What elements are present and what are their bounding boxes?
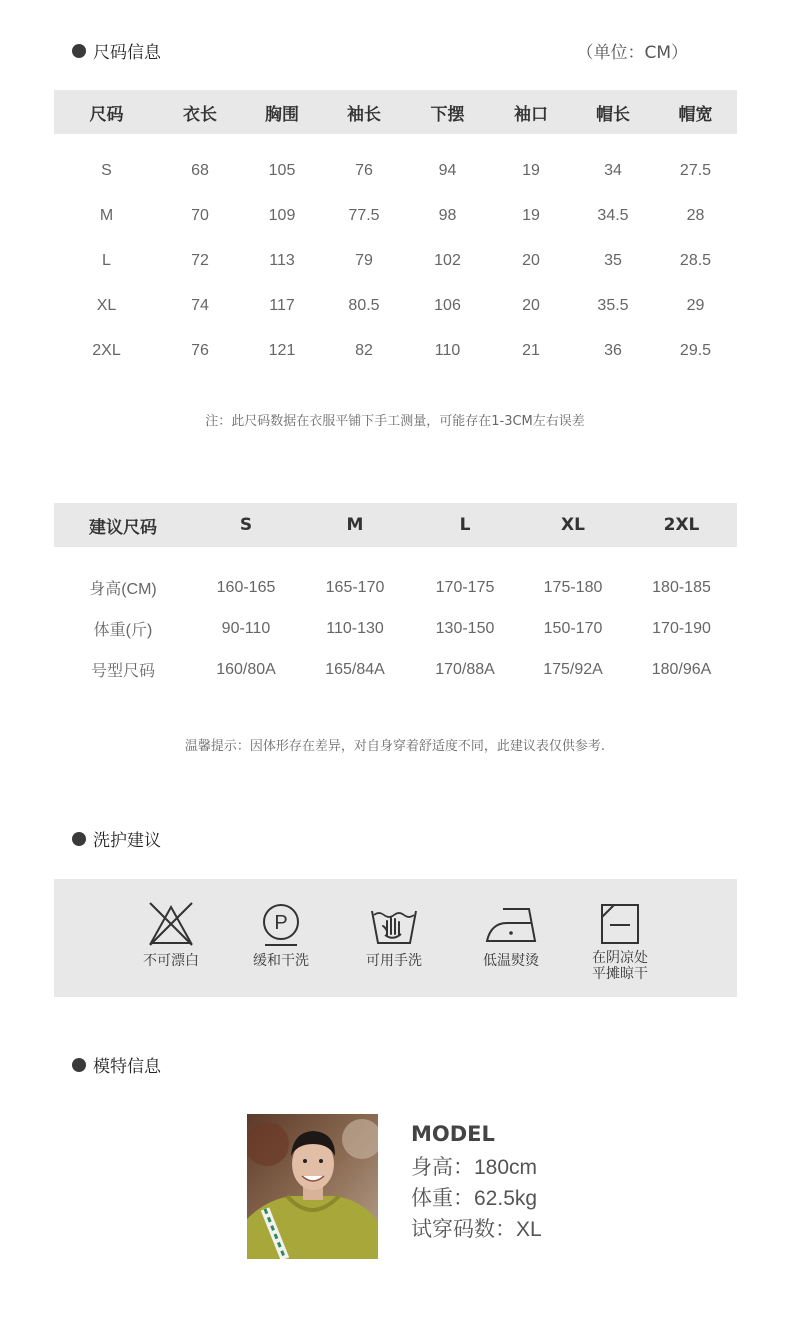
model-info	[411, 1122, 542, 1245]
table-cell: 身高(CM)	[89, 581, 157, 598]
table-cell: 76	[191, 341, 209, 359]
table-row	[54, 328, 737, 373]
dry-clean-symbol: P	[274, 912, 288, 934]
size-section-title	[72, 38, 161, 63]
size-header-cell: 帽长	[596, 104, 630, 125]
table-cell: 160-165	[216, 578, 276, 596]
bullet-dot	[72, 44, 86, 58]
size-table	[54, 90, 737, 373]
table-cell: 82	[355, 341, 373, 359]
table-cell: 19	[522, 161, 540, 179]
table-cell: 27.5	[679, 161, 712, 179]
table-cell: 106	[434, 296, 461, 314]
size-header-cell: 帽宽	[678, 104, 713, 125]
table-cell: 90-110	[221, 619, 271, 637]
table-cell: 110-130	[326, 619, 384, 637]
table-row	[54, 608, 737, 649]
table-cell: L	[102, 251, 111, 269]
size-header-cell: 衣长	[183, 104, 217, 125]
suggest-note: 温馨提示：因体形存在差异，对自身穿着舒适度不同，此建议表仅供参考.	[184, 739, 606, 754]
table-cell: 165/84A	[325, 660, 385, 678]
size-header-cell: 袖长	[347, 104, 381, 125]
care-item-flat-dry	[575, 901, 665, 982]
model-section-title	[72, 1052, 161, 1077]
professional-dry-clean-icon	[257, 901, 305, 947]
care-label: 可用手洗	[366, 953, 422, 969]
size-section-title-text: 尺码信息	[93, 43, 161, 63]
suggest-header-cell: S	[239, 515, 253, 535]
table-cell: 102	[434, 251, 461, 269]
suggest-header-cell: 建议尺码	[89, 517, 157, 538]
bullet-dot	[72, 832, 86, 846]
table-cell: 20	[522, 296, 540, 314]
care-label: 缓和干洗	[253, 953, 309, 969]
model-section-title-text: 模特信息	[93, 1057, 161, 1077]
table-cell: 175/92A	[543, 660, 603, 678]
low-temp-iron-icon	[485, 901, 537, 947]
table-cell: 28.5	[679, 251, 712, 269]
table-cell: 110	[434, 341, 461, 359]
table-cell: 19	[522, 206, 540, 224]
table-cell: 35	[604, 251, 622, 269]
table-row	[54, 567, 737, 608]
table-cell: 121	[268, 341, 296, 359]
care-section-title	[72, 826, 161, 851]
size-header-cell: 袖口	[514, 104, 548, 125]
size-header-cell: 尺码	[89, 104, 124, 125]
table-cell: 175-180	[543, 578, 603, 596]
model-photo	[247, 1114, 378, 1259]
table-cell: 34.5	[597, 206, 629, 224]
care-box	[54, 879, 737, 997]
table-cell: 117	[269, 296, 295, 314]
bullet-dot	[72, 1058, 86, 1072]
table-cell: 79	[355, 251, 373, 269]
model-photo-image	[247, 1114, 378, 1259]
size-header-cell: 下摆	[430, 104, 465, 125]
care-label: 不可漂白	[143, 953, 199, 969]
size-header-cell: 胸围	[265, 104, 299, 125]
table-row	[54, 283, 737, 328]
care-item-dry-clean	[236, 901, 326, 969]
table-cell: 170-175	[435, 578, 495, 596]
suggest-header-cell: XL	[561, 515, 585, 535]
table-cell: 98	[438, 206, 457, 224]
table-cell: 170/88A	[435, 660, 495, 678]
table-cell: 160/80A	[216, 660, 276, 678]
table-cell: 21	[522, 341, 540, 359]
table-cell: 150-170	[543, 619, 603, 637]
table-row	[54, 649, 737, 690]
care-item-no-bleach	[126, 901, 216, 969]
table-cell: 109	[268, 206, 296, 224]
care-item-hand-wash	[349, 901, 439, 969]
table-cell: 76	[355, 161, 373, 179]
table-cell: 74	[191, 296, 209, 314]
model-heading: MODEL	[411, 1122, 495, 1146]
model-weight: 体重：62.5kg	[411, 1187, 538, 1210]
suggest-table	[54, 503, 737, 690]
suggest-table-header	[54, 503, 737, 547]
table-row	[54, 148, 737, 193]
hand-wash-icon	[369, 901, 419, 947]
table-cell: 105	[268, 161, 296, 179]
size-note: 注：此尺码数据在衣服平铺下手工测量，可能存在1-3CM左右误差	[205, 414, 585, 429]
table-cell: 号型尺码	[90, 663, 155, 680]
table-cell: 180/96A	[651, 660, 712, 678]
table-cell: 170-190	[652, 619, 711, 637]
table-cell: 94	[438, 161, 457, 179]
suggest-header-cell: 2XL	[663, 515, 700, 535]
table-cell: 165-170	[325, 578, 385, 596]
table-cell: S	[101, 161, 112, 179]
table-cell: 180-185	[652, 578, 711, 596]
care-label: 低温熨烫	[483, 953, 539, 969]
flat-dry-shade-icon	[596, 901, 644, 947]
table-cell: 68	[191, 161, 209, 179]
table-cell: 34	[604, 161, 622, 179]
size-table-header	[54, 90, 737, 134]
suggest-header-cell: M	[346, 515, 364, 535]
table-cell: 77.5	[348, 206, 380, 224]
table-cell: 130-150	[435, 619, 495, 637]
table-cell: 36	[604, 341, 622, 359]
table-cell: 2XL	[92, 341, 121, 359]
model-size: 试穿码数：XL	[411, 1218, 542, 1241]
care-item-iron	[466, 901, 556, 969]
table-cell: 72	[191, 251, 209, 269]
table-cell: 70	[191, 206, 209, 224]
table-cell: 28	[686, 206, 705, 224]
suggest-header-cell: L	[459, 515, 471, 535]
table-cell: 29.5	[679, 341, 712, 359]
care-section-title-text: 洗护建议	[93, 831, 161, 851]
model-height: 身高：180cm	[411, 1156, 538, 1179]
no-bleach-icon	[147, 901, 195, 947]
table-cell: 20	[522, 251, 540, 269]
table-cell: 35.5	[597, 296, 629, 314]
table-cell: XL	[96, 296, 117, 314]
table-cell: M	[99, 206, 114, 224]
care-label-line2: 平摊晾干	[592, 966, 648, 982]
table-row	[54, 238, 737, 283]
table-cell: 113	[269, 251, 295, 269]
size-table-body	[54, 134, 737, 373]
table-cell: 体重(斤)	[93, 622, 153, 639]
table-cell: 29	[686, 296, 705, 314]
unit-label: （单位：CM）	[576, 43, 688, 63]
table-row	[54, 193, 737, 238]
suggest-table-body	[54, 547, 737, 690]
table-cell: 80.5	[348, 296, 380, 314]
care-label: 在阴凉处	[592, 950, 648, 966]
